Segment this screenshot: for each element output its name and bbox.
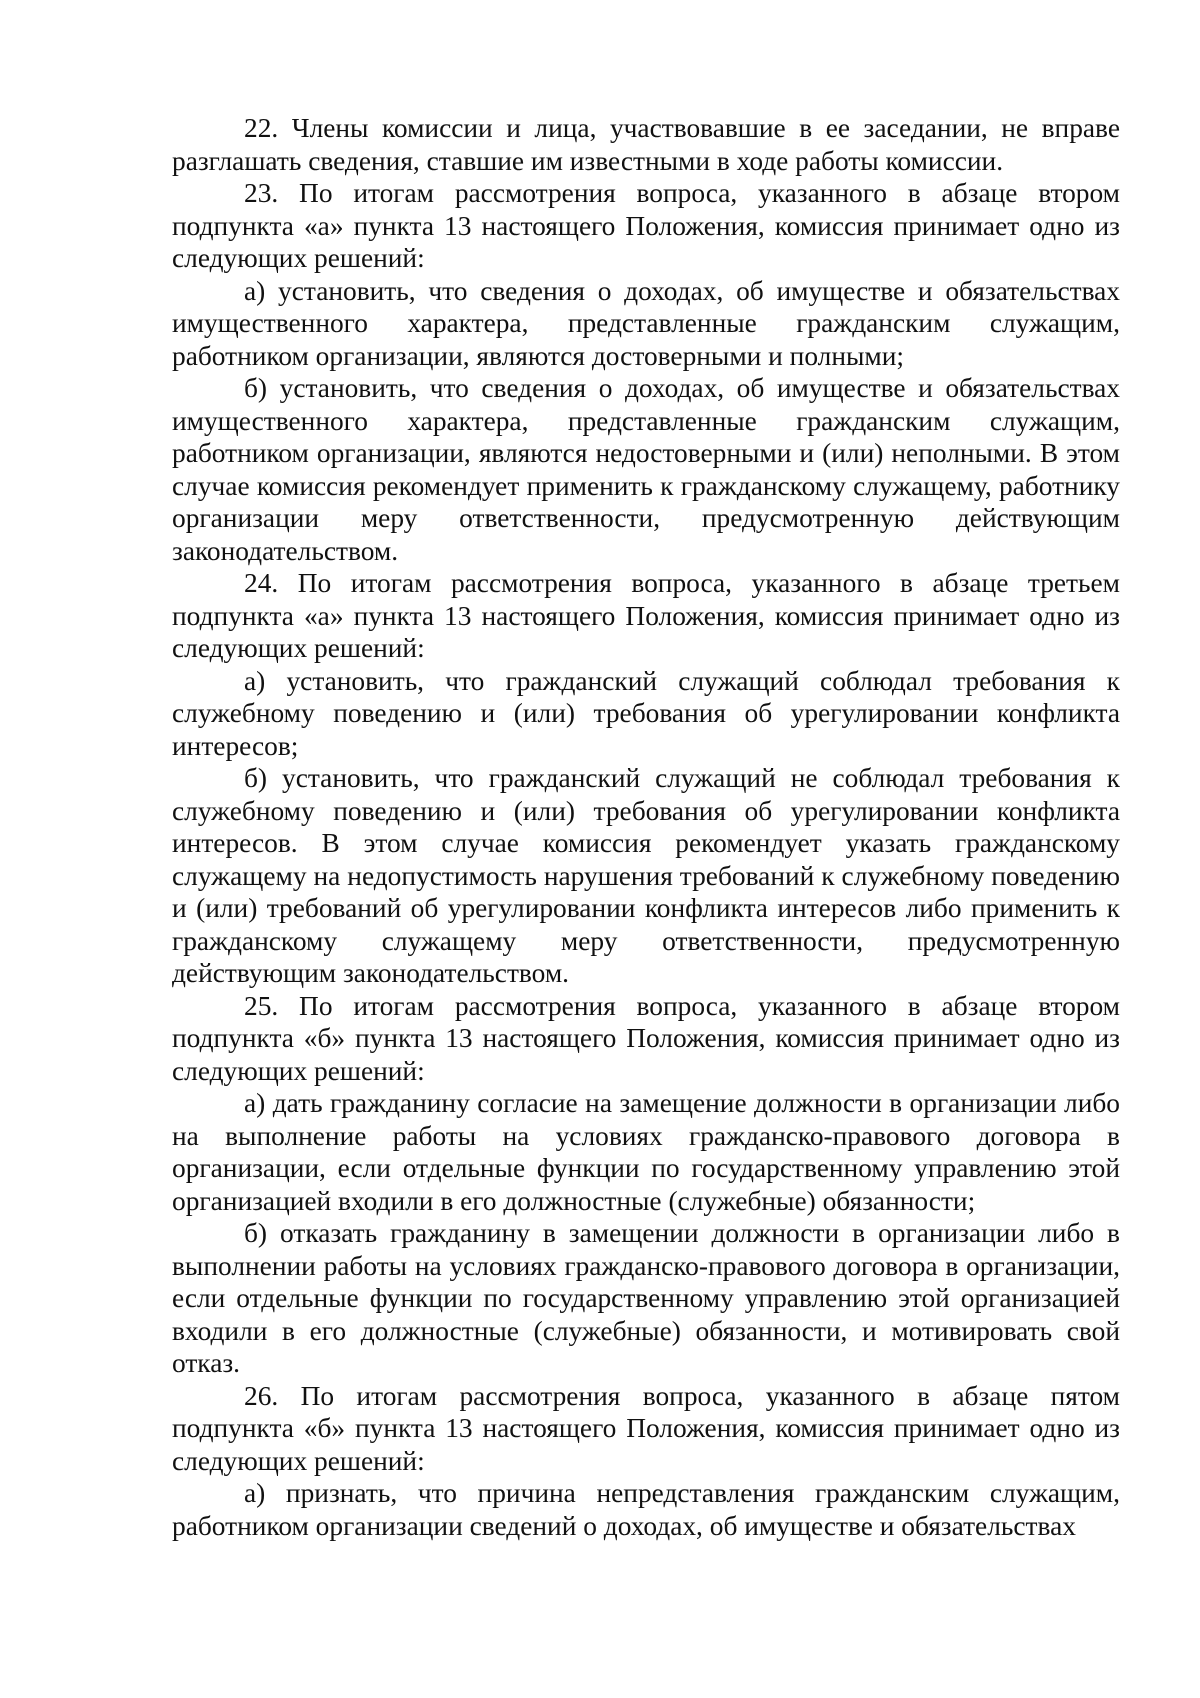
paragraph-24-b: б) установить, что гражданский служащий не соблюдал требования к служебному поведению и (или) требования об урегулировании конфликта интересов. В этом случае комиссия рекомендует указать гражданскому служащему на недопустимость нарушения требований к служебному поведению и (или) требований об урегулировании конфликта интересов либо применить к гражданскому служащему меру ответственности, предусмотренную действующим законодательством.: [172, 763, 1120, 988]
paragraph-24: 24. По итогам рассмотрения вопроса, указанного в абзаце третьем подпункта «а» пункта 13 настоящего Положения, комиссия принимает одно из следующих решений:: [172, 568, 1120, 663]
paragraph-23-b: б) установить, что сведения о доходах, об имуществе и обязательствах имущественного характера, представленные гражданским служащим, работником организации, являются недостоверными и (или) неполными. В этом случае комиссия рекомендует применить к гражданскому служащему, работнику организации меру ответственности, предусмотренную действующим законодательством.: [172, 373, 1120, 566]
paragraph-26: 26. По итогам рассмотрения вопроса, указанного в абзаце пятом подпункта «б» пункта 13 настоящего Положения, комиссия принимает одно из следующих решений:: [172, 1380, 1120, 1476]
paragraph-25-b: б) отказать гражданину в замещении должности в организации либо в выполнении работы на условиях гражданско-правового договора в организации, если отдельные функции по государственному управлению этой организацией входили в его должностные (служебные) обязанности, и мотивировать свой отказ.: [172, 1218, 1120, 1378]
document-page: [172, 112, 1120, 1542]
paragraph-22: 22. Члены комиссии и лица, участвовавшие в ее заседании, не вправе разглашать сведения, ставшие им известными в ходе работы комиссии.: [172, 113, 1120, 176]
paragraph-25: 25. По итогам рассмотрения вопроса, указанного в абзаце втором подпункта «б» пункта 13 настоящего Положения, комиссия принимает одно из следующих решений:: [172, 990, 1120, 1086]
paragraph-23: 23. По итогам рассмотрения вопроса, указанного в абзаце втором подпункта «а» пункта 13 настоящего Положения, комиссия принимает одно из следующих решений:: [172, 178, 1120, 273]
paragraph-26-a: а) признать, что причина непредставления гражданским служащим, работником организации сведений о доходах, об имуществе и обязательствах: [172, 1478, 1120, 1541]
paragraph-23-a: а) установить, что сведения о доходах, об имуществе и обязательствах имущественного характера, представленные гражданским служащим, работником организации, являются достоверными и полными;: [172, 275, 1120, 371]
paragraph-24-a: а) установить, что гражданский служащий соблюдал требования к служебному поведению и (или) требования об урегулировании конфликта интересов;: [172, 665, 1120, 761]
paragraph-25-a: а) дать гражданину согласие на замещение должности в организации либо на выполнение работы на условиях гражданско-правового договора в организации, если отдельные функции по государственному управлению этой организацией входили в его должностные (служебные) обязанности;: [172, 1088, 1120, 1216]
